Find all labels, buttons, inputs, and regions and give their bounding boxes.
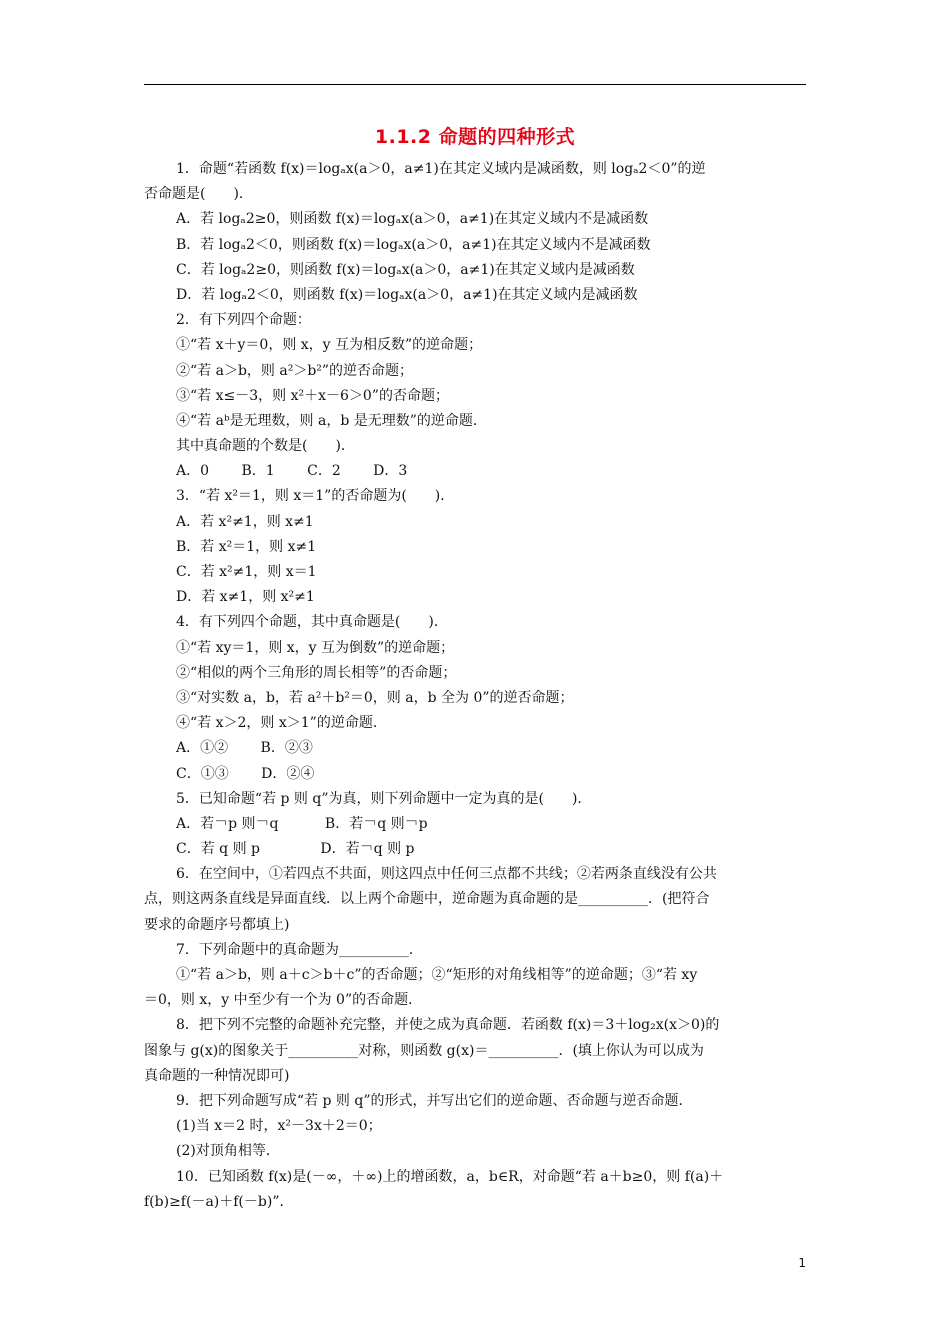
text-line: ④“若 x＞2，则 x＞1”的逆命题． [176, 715, 387, 732]
text-line: 点，则这两条直线是异面直线．以上两个命题中，逆命题为真命题的是__________．(把符合 [144, 891, 710, 908]
text-line: ②“相似的两个三角形的周长相等”的否命题； [176, 664, 457, 681]
text-line: 7．下列命题中的真命题为__________． [176, 941, 423, 958]
text-line: ①“若 xy＝1，则 x，y 互为倒数”的逆命题； [176, 639, 455, 656]
text-line: ＝0，则 x，y 中至少有一个为 0”的否命题． [144, 992, 423, 1009]
text-line: 10．已知函数 f(x)是(－∞，＋∞)上的增函数，a，b∈R，对命题“若 a＋b≥0，则 f(a)＋ [176, 1168, 724, 1185]
text-line: (1)当 x＝2 时，x²－3x＋2＝0； [176, 1118, 382, 1135]
text-line: ③“对实数 a，b，若 a²＋b²＝0，则 a，b 全为 0”的逆否命题； [176, 689, 574, 706]
text-line: ④“若 aᵇ是无理数，则 a，b 是无理数”的逆命题． [176, 412, 487, 429]
text-line: 2．有下列四个命题： [176, 312, 311, 329]
text-line: A．0 B．1 C．2 D．3 [176, 463, 408, 480]
text-line: D．若 logₐ2＜0，则函数 f(x)＝logₐx(a＞0，a≠1)在其定义域内是减函数 [176, 286, 638, 303]
text-line: 3．“若 x²＝1，则 x＝1”的否命题为( )． [176, 488, 455, 505]
text-line: C．①③ D．②④ [176, 765, 315, 782]
text-line: A．若￢p 则￢q B．若￢q 则￢p [176, 815, 428, 832]
text-line: 6．在空间中，①若四点不共面，则这四点中任何三点都不共线；②若两条直线没有公共 [176, 866, 717, 883]
text-line: 8．把下列不完整的命题补充完整，并使之成为真命题．若函数 f(x)＝3＋log₂x(x＞0)的 [176, 1017, 720, 1034]
text-line: B．若 x²＝1，则 x≠1 [176, 538, 317, 555]
text-line: f(b)≥f(－a)＋f(－b)”． [144, 1193, 294, 1210]
page-number: 1 [798, 1256, 806, 1270]
text-line: 其中真命题的个数是( )． [176, 438, 355, 455]
text-line: 4．有下列四个命题，其中真命题是( )． [176, 614, 448, 631]
text-line: A．若 logₐ2≥0，则函数 f(x)＝logₐx(a＞0，a≠1)在其定义域内不是减函数 [176, 211, 649, 228]
text-line: 9．把下列命题写成“若 p 则 q”的形式，并写出它们的逆命题、否命题与逆否命题． [176, 1092, 693, 1109]
text-line: (2)对顶角相等． [176, 1143, 280, 1160]
text-line: C．若 q 则 p D．若￢q 则 p [176, 841, 415, 858]
text-line: 真命题的一种情况即可) [144, 1067, 290, 1084]
text-line: B．若 logₐ2＜0，则函数 f(x)＝logₐx(a＞0，a≠1)在其定义域内不是减函数 [176, 236, 651, 253]
text-line: A．①② B．②③ [176, 740, 313, 757]
page-title: 1.1.2 命题的四种形式 [374, 126, 576, 148]
text-line: C．若 x²≠1，则 x＝1 [176, 564, 317, 580]
text-line: 要求的命题序号都填上) [144, 916, 290, 933]
text-line: A．若 x²≠1，则 x≠1 [176, 513, 314, 530]
text-line: 1．命题“若函数 f(x)＝logₐx(a＞0，a≠1)在其定义域内是减函数，则 logₐ2＜0”的逆 [176, 161, 706, 177]
text-line: ①“若 a＞b，则 a＋c＞b＋c”的否命题；②“矩形的对角线相等”的逆命题；③“若 xy [176, 967, 698, 983]
text-line: ③“若 x≤－3，则 x²＋x－6＞0”的否命题； [176, 387, 449, 404]
exercise-body [144, 157, 806, 1215]
text-line: 图象与 g(x)的图象关于__________对称，则函数 g(x)＝__________．(填上你认为可以成为 [144, 1042, 704, 1059]
header-rule [144, 84, 806, 85]
text-line: 否命题是( )． [144, 186, 253, 203]
text-line: 5．已知命题“若 p 则 q”为真，则下列命题中一定为真的是( )． [176, 790, 592, 807]
text-line: C．若 logₐ2≥0，则函数 f(x)＝logₐx(a＞0，a≠1)在其定义域内是减函数 [176, 261, 635, 278]
text-line: ①“若 x＋y＝0，则 x，y 互为相反数”的逆命题； [176, 337, 483, 354]
text-line: D．若 x≠1，则 x²≠1 [176, 589, 315, 606]
text-line: ②“若 a＞b，则 a²＞b²”的逆否命题； [176, 362, 414, 379]
